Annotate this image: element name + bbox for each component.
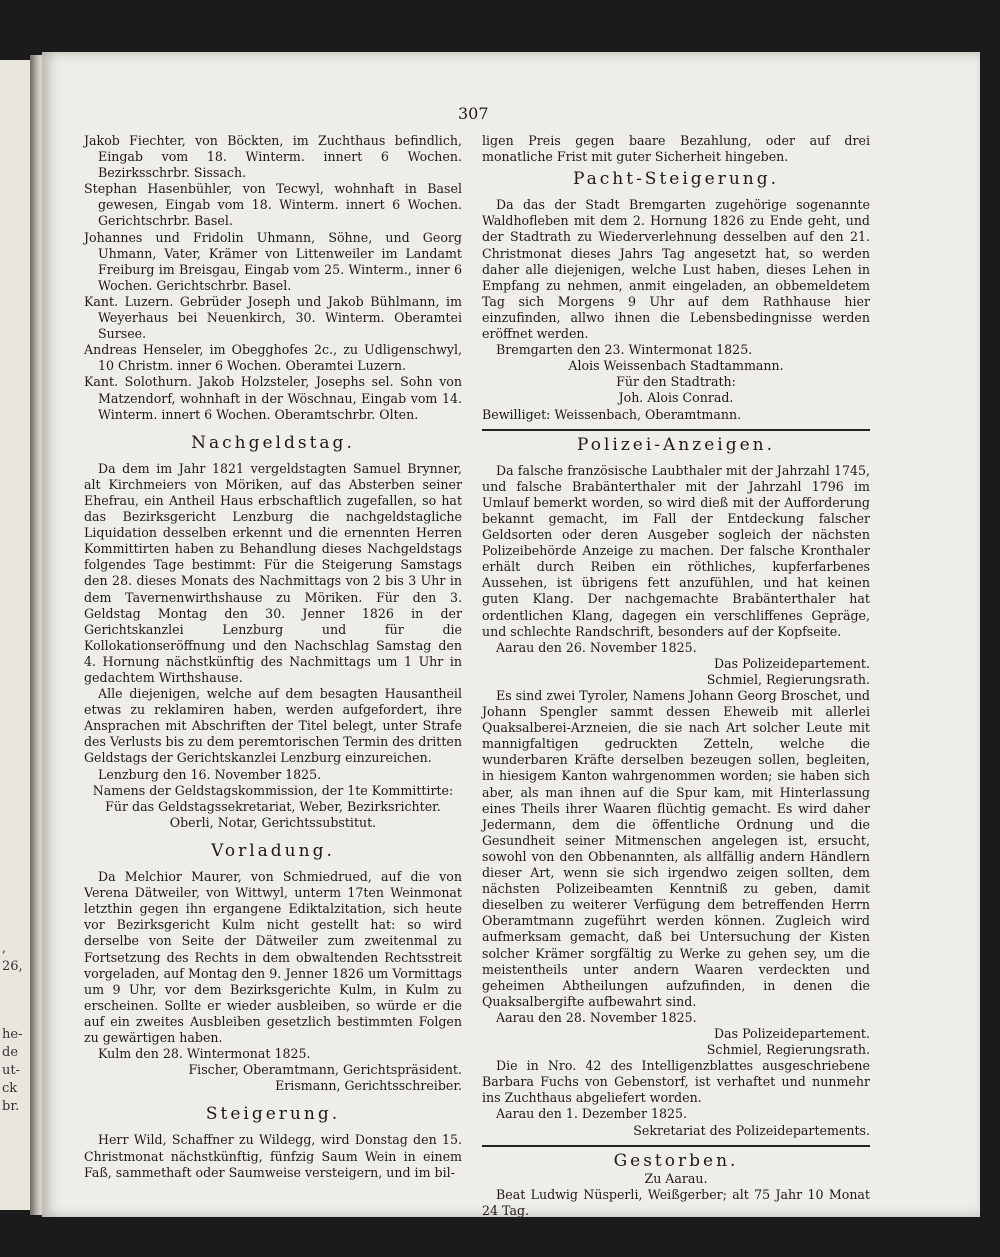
margin-fragment: ut-	[2, 1063, 20, 1078]
notice-paragraph: Es sind zwei Tyroler, Namens Johann Georg Broschet, und Johann Spengler sammt dessen Eheweib mit allerlei Quaksalberei-Arzneien, die sie nach Art solcher Leute mit mannigfaltigen gedruckten Zetteln, welche die wunderbaren Kräfte derselben bezeugen sollen, begleiten, in hiesigem Kanton wahrgenommen worden; sie haben sich aber, als man ihnen auf die Spur kam, mit Hinterlassung eines Theils ihrer Waaren flüchtig gemacht. Es wird daher Jedermann, dem die öffentliche Ordnung und die Gesundheit seiner Mitmenschen angelegen ist, ersucht, sowohl von den Obbenannten, als allfällig andern Händlern dieser Art, wenn sie sich irgendwo zeigen sollten, dem nächsten Polizeibeamten Kenntniß zu geben, damit dieselben zu weiterer Verfügung dem betreffenden Herrn Oberamtmann zugeführt werden können. Zugleich wird aufmerksam gemacht, daß bei Untersuchung der Kisten solcher Krämer sorgfältig zu Werke zu gehen sey, um die meistentheils unter andern Waaren verdeckten und geheimen Abtheilungen aufzufinden, in denen die Quaksalbergifte aufbewahrt sind.	[482, 688, 870, 1009]
notice-signature: Namens der Geldstagskommission, der 1te Kommittirte:	[92, 782, 454, 798]
notice-signature: Bewilliget: Weissenbach, Oberamtmann.	[482, 406, 742, 422]
notice-paragraph: Alle diejenigen, welche auf dem besagten Hausantheil etwas zu reklamiren haben, werden aufgefordert, ihre Ansprachen mit Abschriften der Titel belegt, unter Strafe des Verlusts bis zu dem peremtorischen Termin des dritten Geldstags der Gerichtskanzlei Lenzburg einzureichen.	[84, 686, 462, 766]
section-heading-polizei: Polizei-Anzeigen.	[576, 434, 776, 455]
notice-date: Lenzburg den 16. November 1825.	[98, 766, 322, 782]
notice-signature: Joh. Alois Conrad.	[618, 390, 734, 406]
notice-signature: Erismann, Gerichtsschreiber.	[275, 1078, 462, 1094]
page-number: 307	[458, 104, 489, 123]
notice-signature: Das Polizeidepartement.	[714, 655, 870, 671]
continuation-text: ligen Preis gegen baare Bezahlung, oder auf drei monatliche Frist mit guter Sicherheit hingeben.	[482, 133, 870, 165]
notice-signature: Für das Geldstagssekretariat, Weber, Bezirksrichter.	[105, 798, 441, 814]
margin-fragment: 26,	[2, 959, 23, 974]
section-heading-pacht: Pacht-Steigerung.	[572, 169, 780, 190]
list-item: Kant. Luzern. Gebrüder Joseph und Jakob Bühlmann, im Weyerhaus bei Neuenkirch, 30. Winterm. Oberamtei Sursee.	[84, 293, 462, 342]
notice-paragraph: Herr Wild, Schaffner zu Wildegg, wird Donstag den 15. Christmonat nächstkünftig, fünfzig Saum Wein in einem Faß, sammethaft oder Saumweise versteigern, und im bil-	[84, 1132, 462, 1180]
margin-fragment: de	[2, 1045, 19, 1060]
list-item: Johannes und Fridolin Uhmann, Söhne, und Georg Uhmann, Vater, Krämer von Littenweiler im Landamt Freiburg im Breisgau, Eingab vom 25. Winterm., inner 6 Wochen. Gerichtschrbr. Basel.	[84, 229, 462, 293]
margin-fragment: he-	[2, 1027, 23, 1042]
section-heading-steigerung: Steigerung.	[205, 1104, 341, 1125]
notice-paragraph: Da Melchior Maurer, von Schmiedrued, auf die von Verena Dätweiler, von Wittwyl, unterm 17ten Weinmonat letzthin gegen ihn ergangene Ediktalzitation, sich heute vor Bezirksgericht Kulm nicht gestellt hat: so wird derselbe von Seite der Dätweiler zum zweitenmal zu Fortsetzung des Rechts in dem obwaltenden Rechtsstreit vorgeladen, auf Montag den 9. Jenner 1826 um Vormittags um 9 Uhr, vor dem Bezirksgerichte Kulm, in Kulm zu erscheinen. Sollte er wieder ausbleiben, so würde er die auf ein zweites Ausbleiben gesetzlich bestimmten Folgen zu gewärtigen haben.	[84, 869, 462, 1045]
notice-signature: Oberli, Notar, Gerichtssubstitut.	[169, 814, 377, 830]
place-subheading: Zu Aarau.	[644, 1170, 708, 1186]
notice-paragraph: Da dem im Jahr 1821 vergeldstagten Samuel Brynner, alt Kirchmeiers von Möriken, auf das Absterben seiner Ehefrau, ein Antheil Haus erbschaftlich zugefallen, so hat das Bezirksgericht Lenzburg die nachgeldstagliche Liquidation desselben erkennt und die ernennten Herren Kommittirten haben zu Behandlung dieses Nachgeldstags folgendes Tage bestimmt: Für die Steigerung Samstags den 28. dieses Monats des Nachmittags von 2 bis 3 Uhr in dem Tavernenwirthshause zu Möriken. Für den 3. Geldstag Montag den 30. Jenner 1826 in der Gerichtskanzlei Lenzburg und für die Kollokationseröffnung und den Nachschlag Samstag den 4. Hornung nächstkünftig des Nachmittags um 1 Uhr in gedachtem Wirthshause.	[84, 460, 462, 685]
notice-date: Bremgarten den 23. Wintermonat 1825.	[496, 342, 753, 358]
death-entry: Beat Ludwig Nüsperli, Weißgerber; alt 75 Jahr 10 Monat 24 Tag.	[482, 1186, 870, 1218]
notice-date: Kulm den 28. Wintermonat 1825.	[98, 1046, 311, 1062]
notice-signature: Das Polizeidepartement.	[714, 1025, 870, 1041]
notice-signature: Alois Weissenbach Stadtammann.	[568, 358, 784, 374]
notice-signature: Schmiel, Regierungsrath.	[706, 1042, 870, 1058]
margin-fragment: ck	[2, 1081, 18, 1096]
notice-date: Aarau den 1. Dezember 1825.	[496, 1106, 688, 1122]
left-column	[84, 133, 462, 1181]
notice-signature: Sekretariat des Polizeidepartements.	[633, 1122, 870, 1138]
previous-page-edge	[0, 60, 34, 1210]
notice-paragraph: Die in Nro. 42 des Intelligenzblattes ausgeschriebene Barbara Fuchs von Gebenstorf, ist verhaftet und nunmehr ins Zuchthaus abgeliefert worden.	[482, 1058, 870, 1106]
section-heading-nachgeldstag: Nachgeldstag.	[191, 432, 355, 453]
list-item: Jakob Fiechter, von Böckten, im Zuchthaus befindlich, Eingab vom 18. Winterm. innert 6 Wochen. Bezirksschrbr. Sissach.	[84, 133, 462, 181]
list-item: Stephan Hasenbühler, von Tecwyl, wohnhaft in Basel gewesen, Eingab vom 18. Winterm. innert 6 Wochen. Gerichtschrbr. Basel.	[84, 181, 462, 229]
margin-fragment: ,	[2, 941, 7, 956]
section-heading-gestorben: Gestorben.	[613, 1150, 739, 1171]
right-column	[482, 133, 870, 1219]
list-item: Andreas Henseler, im Obegghofes 2c., zu Udligenschwyl, 10 Christm. inner 6 Wochen. Oberamtei Luzern.	[84, 342, 462, 374]
section-divider	[482, 429, 870, 431]
notice-signature: Schmiel, Regierungsrath.	[706, 671, 870, 687]
section-heading-vorladung: Vorladung.	[211, 840, 335, 861]
notice-paragraph: Da falsche französische Laubthaler mit der Jahrzahl 1745, und falsche Brabänterthaler mit der Jahrzahl 1796 im Umlauf bemerkt worden, so wird dieß mit der Aufforderung bekannt gemacht, im Fall der Entdeckung falscher Geldsorten oder deren Ausgeber sogleich der nächsten Polizeibehörde Anzeige zu machen. Der falsche Kronthaler erhält durch Reiben ein röthliches, kupferfarbenes Aussehen, ist übrigens fett anzufühlen, und hat keinen guten Klang. Der nachgemachte Brabänterthaler hat ordentlichen Klang, dagegen ein verschliffenes Gepräge, und schlechte Randschrift, besonders auf der Kopfseite.	[482, 462, 870, 639]
list-item: Kant. Solothurn. Jakob Holzsteler, Josephs sel. Sohn von Matzendorf, wohnhaft in der Wöschnau, Eingab vom 14. Winterm. innert 6 Wochen. Oberamtschrbr. Olten.	[84, 374, 462, 422]
notice-date: Aarau den 26. November 1825.	[496, 639, 697, 655]
previous-page-fragments	[2, 940, 23, 1116]
notice-paragraph: Da das der Stadt Bremgarten zugehörige sogenannte Waldhofleben mit dem 2. Hornung 1826 zu Ende geht, und der Stadtrath zu Wiederverlehnung desselben auf den 21. Christmonat dieses Jahrs Tag angesetzt hat, so werden daher alle diejenigen, welche Lust haben, dieses Lehen in Empfang zu nehmen, anmit eingeladen, an obbemeldetem Tag sich Morgens 9 Uhr auf dem Rathhause hier einzufinden, allwo ihnen die Lebensbedingnisse werden eröffnet werden.	[482, 197, 870, 342]
notice-signature: Fischer, Oberamtmann, Gerichtspräsident.	[188, 1062, 462, 1078]
section-divider	[482, 1145, 870, 1147]
margin-fragment: br.	[2, 1099, 20, 1114]
notice-date: Aarau den 28. November 1825.	[496, 1009, 697, 1025]
notice-signature: Für den Stadtrath:	[616, 374, 736, 390]
